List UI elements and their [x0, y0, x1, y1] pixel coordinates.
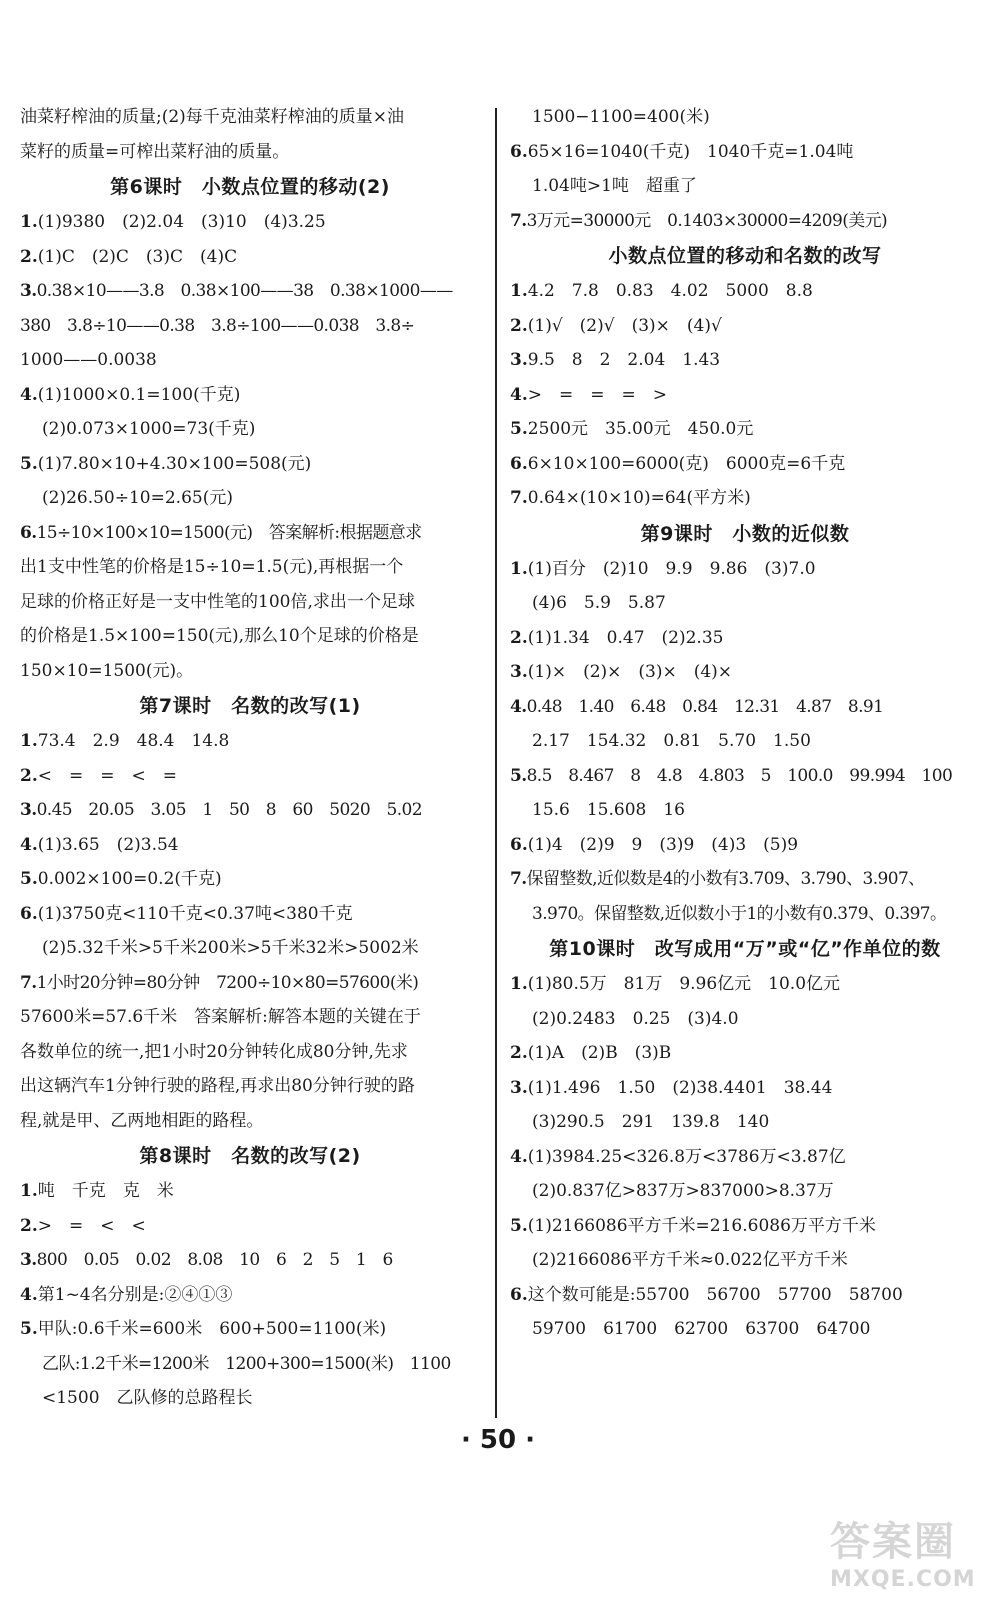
item-number: 1. [20, 1181, 38, 1201]
item-number: 5. [20, 1319, 38, 1339]
answer-item [20, 897, 480, 932]
item-text: 8.5 8.467 8 4.8 4.803 5 100.0 99.994 100 [526, 765, 953, 786]
item-number: 2. [510, 1043, 528, 1063]
answer-line: (4)6 5.9 5.87 [532, 593, 666, 613]
item-text: 0.45 20.05 3.05 1 50 8 60 5020 5.02 [36, 800, 422, 820]
item-text: (1)1000×0.1=100(千克) [37, 384, 241, 405]
item-number: 2. [510, 627, 528, 648]
answer-item [510, 621, 980, 656]
item-number: 3. [510, 662, 528, 682]
item-number: 1. [20, 731, 38, 751]
answer-item [510, 552, 980, 587]
item-text: 1小时20分钟=80分钟 7200÷10×80=57600(米) [36, 972, 419, 993]
answer-line: 380 3.8÷10——0.38 3.8÷100——0.038 3.8÷ [20, 315, 415, 336]
item-text: (1)× (2)× (3)× (4)× [527, 662, 733, 682]
item-text: 保留整数,近似数是4的小数有3.709、3.790、3.907、 [526, 869, 925, 889]
answer-item [510, 343, 980, 378]
item-number: 2. [20, 1215, 38, 1236]
item-number: 7. [20, 972, 37, 993]
answer-line: 1000——0.0038 [20, 350, 157, 370]
item-text: > = = = > [527, 384, 667, 405]
answer-line: 各数单位的统一,把1小时20分钟转化成80分钟,先求 [20, 1041, 408, 1062]
answer-item [510, 1036, 980, 1071]
answer-item [510, 862, 980, 897]
answer-line: 3.970。保留整数,近似数小于1的小数有0.379、0.397。 [532, 903, 947, 924]
item-number: 5. [20, 869, 38, 889]
answer-line: 程,就是甲、乙两地相距的路程。 [20, 1110, 264, 1131]
item-text: > = < < [37, 1215, 146, 1236]
item-number: 4. [20, 384, 38, 405]
item-text: (1)80.5万 81万 9.96亿元 10.0亿元 [527, 974, 841, 994]
answer-line: (2)0.837亿>837万>837000>8.37万 [532, 1181, 834, 1201]
answer-item [510, 655, 980, 690]
answer-item [510, 967, 980, 1002]
answer-line: 57600米=57.6千米 答案解析:解答本题的关键在于 [20, 1007, 421, 1027]
item-number: 4. [20, 834, 38, 855]
item-text: < = = < = [37, 765, 177, 786]
item-text: (1)√ (2)√ (3)× (4)√ [527, 315, 722, 336]
answer-item [510, 309, 980, 344]
watermark-logo [830, 1510, 980, 1590]
section-heading: 第9课时 小数的近似数 [640, 522, 850, 545]
item-text: 2500元 35.00元 450.0元 [527, 419, 754, 439]
item-number: 4. [510, 696, 527, 717]
item-text: (1)3750克<110千克<0.37吨<380千克 [37, 903, 353, 924]
answer-item [510, 759, 980, 794]
item-text: 73.4 2.9 48.4 14.8 [37, 731, 230, 751]
item-number: 6. [510, 141, 528, 162]
item-text: 3万元=30000元 0.1403×30000=4209(美元) [526, 210, 888, 231]
item-number: 4. [510, 384, 528, 405]
item-text: 800 0.05 0.02 8.08 10 6 2 5 1 6 [36, 1250, 393, 1270]
item-number: 3. [20, 800, 37, 820]
answer-item [20, 1209, 480, 1244]
item-text: (1)3984.25<326.8万<3786万<3.87亿 [527, 1146, 846, 1167]
left-answer-column [20, 100, 480, 1416]
item-text: (1)1.496 1.50 (2)38.4401 38.44 [527, 1077, 833, 1098]
item-number: 5. [510, 1215, 528, 1236]
answer-item [510, 690, 980, 725]
item-text: (1)A (2)B (3)B [527, 1043, 672, 1063]
answer-item [20, 516, 480, 551]
item-number: 1. [510, 974, 528, 994]
item-number: 7. [510, 210, 527, 231]
item-text: 6×10×100=6000(克) 6000克=6千克 [527, 453, 846, 474]
item-number: 6. [20, 522, 37, 543]
answer-item [20, 862, 480, 897]
item-text: 这个数可能是:55700 56700 57700 58700 [527, 1284, 903, 1305]
section-heading: 小数点位置的移动和名数的改写 [608, 245, 882, 267]
answer-item [510, 828, 980, 863]
answer-line: 出这辆汽车1分钟行驶的路程,再求出80分钟行驶的路 [20, 1076, 415, 1096]
item-text: 0.38×10——3.8 0.38×100——38 0.38×1000—— [36, 281, 453, 301]
answer-item [20, 966, 480, 1001]
item-number: 3. [510, 1077, 528, 1098]
answer-item [510, 412, 980, 447]
answer-line: (2)26.50÷10=2.65(元) [42, 488, 233, 508]
item-text: (1)C (2)C (3)C (4)C [37, 246, 238, 267]
item-number: 1. [510, 558, 528, 579]
answer-line: 菜籽的质量=可榨出菜籽油的质量。 [20, 141, 290, 162]
item-text: 4.2 7.8 0.83 4.02 5000 8.8 [527, 281, 813, 301]
column-divider [495, 108, 497, 1418]
right-answer-column [510, 100, 980, 1347]
answer-item [510, 204, 980, 239]
item-text: (1)4 (2)9 9 (3)9 (4)3 (5)9 [527, 834, 799, 855]
answer-line: 1500−1100=400(米) [532, 107, 710, 127]
watermark-url: MXQE.COM [830, 1567, 976, 1592]
item-number: 2. [20, 765, 38, 786]
watermark-title: 答案圈 [830, 1519, 956, 1565]
answer-line: (2)2166086平方千米≈0.022亿平方千米 [532, 1250, 848, 1270]
item-text: (1)9380 (2)2.04 (3)10 (4)3.25 [37, 212, 326, 232]
item-number: 4. [20, 1284, 38, 1305]
answer-item [20, 1312, 480, 1347]
item-text: 15÷10×100×10=1500(元) 答案解析:根据题意求 [36, 522, 422, 543]
item-text: 第1~4名分别是:②④①③ [37, 1284, 233, 1305]
item-number: 3. [510, 350, 528, 370]
answer-line: (2)0.2483 0.25 (3)4.0 [532, 1008, 739, 1029]
answer-item [510, 135, 980, 170]
item-number: 2. [510, 315, 528, 336]
item-text: 吨 千克 克 米 [37, 1181, 174, 1201]
answer-line: 2.17 154.32 0.81 5.70 1.50 [532, 731, 811, 751]
answer-line: 的价格是1.5×100=150(元),那么10个足球的价格是 [20, 626, 419, 646]
item-number: 5. [510, 765, 527, 786]
item-number: 6. [20, 903, 38, 924]
answer-line: 1.04吨>1吨 超重了 [532, 176, 697, 196]
answer-line: (2)5.32千米>5千米200米>5千米32米>5002米 [42, 938, 419, 958]
item-number: 6. [510, 834, 528, 855]
item-text: 9.5 8 2 2.04 1.43 [527, 350, 721, 370]
item-text: (1)2166086平方千米=216.6086万平方千米 [527, 1215, 876, 1236]
page-number: · 50 · [460, 1425, 536, 1455]
answer-line: 足球的价格正好是一支中性笔的100倍,求出一个足球 [20, 591, 415, 612]
answer-item [20, 274, 480, 309]
item-text: (1)7.80×10+4.30×100=508(元) [37, 453, 312, 474]
answer-item [510, 1140, 980, 1175]
item-number: 1. [20, 212, 38, 232]
answer-item [20, 1278, 480, 1313]
item-text: 0.48 1.40 6.48 0.84 12.31 4.87 8.91 [526, 696, 884, 717]
answer-line: 乙队:1.2千米=1200米 1200+300=1500(米) 1100 [42, 1353, 451, 1374]
answer-item [510, 274, 980, 309]
item-number: 5. [510, 419, 528, 439]
answer-item [20, 378, 480, 413]
answer-item [510, 1071, 980, 1106]
answer-item [20, 447, 480, 482]
item-number: 6. [510, 453, 528, 474]
item-text: 0.64×(10×10)=64(平方米) [527, 488, 751, 508]
answer-item [20, 1243, 480, 1278]
answer-item [510, 447, 980, 482]
answer-item [20, 759, 480, 794]
item-text: (1)百分 (2)10 9.9 9.86 (3)7.0 [527, 558, 816, 579]
answer-item [510, 481, 980, 516]
answer-line: <1500 乙队修的总路程长 [42, 1388, 253, 1408]
item-number: 3. [20, 1250, 37, 1270]
item-text: 0.002×100=0.2(千克) [37, 869, 222, 889]
item-text: 甲队:0.6千米=600米 600+500=1100(米) [37, 1319, 387, 1339]
item-number: 7. [510, 488, 528, 508]
answer-item [20, 240, 480, 275]
section-heading: 第7课时 名数的改写(1) [139, 695, 361, 717]
item-number: 4. [510, 1146, 528, 1167]
answer-line: 150×10=1500(元)。 [20, 660, 194, 681]
item-number: 1. [510, 281, 528, 301]
answer-line: (3)290.5 291 139.8 140 [532, 1112, 770, 1132]
answer-item [510, 1278, 980, 1313]
answer-line: 15.6 15.608 16 [532, 800, 685, 820]
item-text: (1)1.34 0.47 (2)2.35 [527, 627, 724, 648]
answer-item [20, 724, 480, 759]
section-heading: 第6课时 小数点位置的移动(2) [110, 176, 390, 198]
item-number: 5. [20, 453, 38, 474]
answer-line: 59700 61700 62700 63700 64700 [532, 1319, 871, 1339]
item-text: 65×16=1040(千克) 1040千克=1.04吨 [527, 141, 854, 162]
answer-line: 油菜籽榨油的质量;(2)每千克油菜籽榨油的质量×油 [20, 107, 405, 127]
answer-item [20, 828, 480, 863]
section-heading: 第10课时 改写成用“万”或“亿”作单位的数 [549, 938, 941, 960]
answer-item [510, 378, 980, 413]
item-number: 7. [510, 869, 527, 889]
item-text: (1)3.65 (2)3.54 [37, 834, 179, 855]
item-number: 2. [20, 246, 38, 267]
item-number: 3. [20, 281, 37, 301]
answer-item [20, 793, 480, 828]
answer-item [20, 205, 480, 240]
section-heading: 第8课时 名数的改写(2) [139, 1145, 361, 1167]
item-number: 6. [510, 1284, 528, 1305]
answer-item [20, 1174, 480, 1209]
answer-item [510, 1209, 980, 1244]
answer-line: 出1支中性笔的价格是15÷10=1.5(元),再根据一个 [20, 557, 404, 577]
answer-line: (2)0.073×1000=73(千克) [42, 419, 256, 439]
